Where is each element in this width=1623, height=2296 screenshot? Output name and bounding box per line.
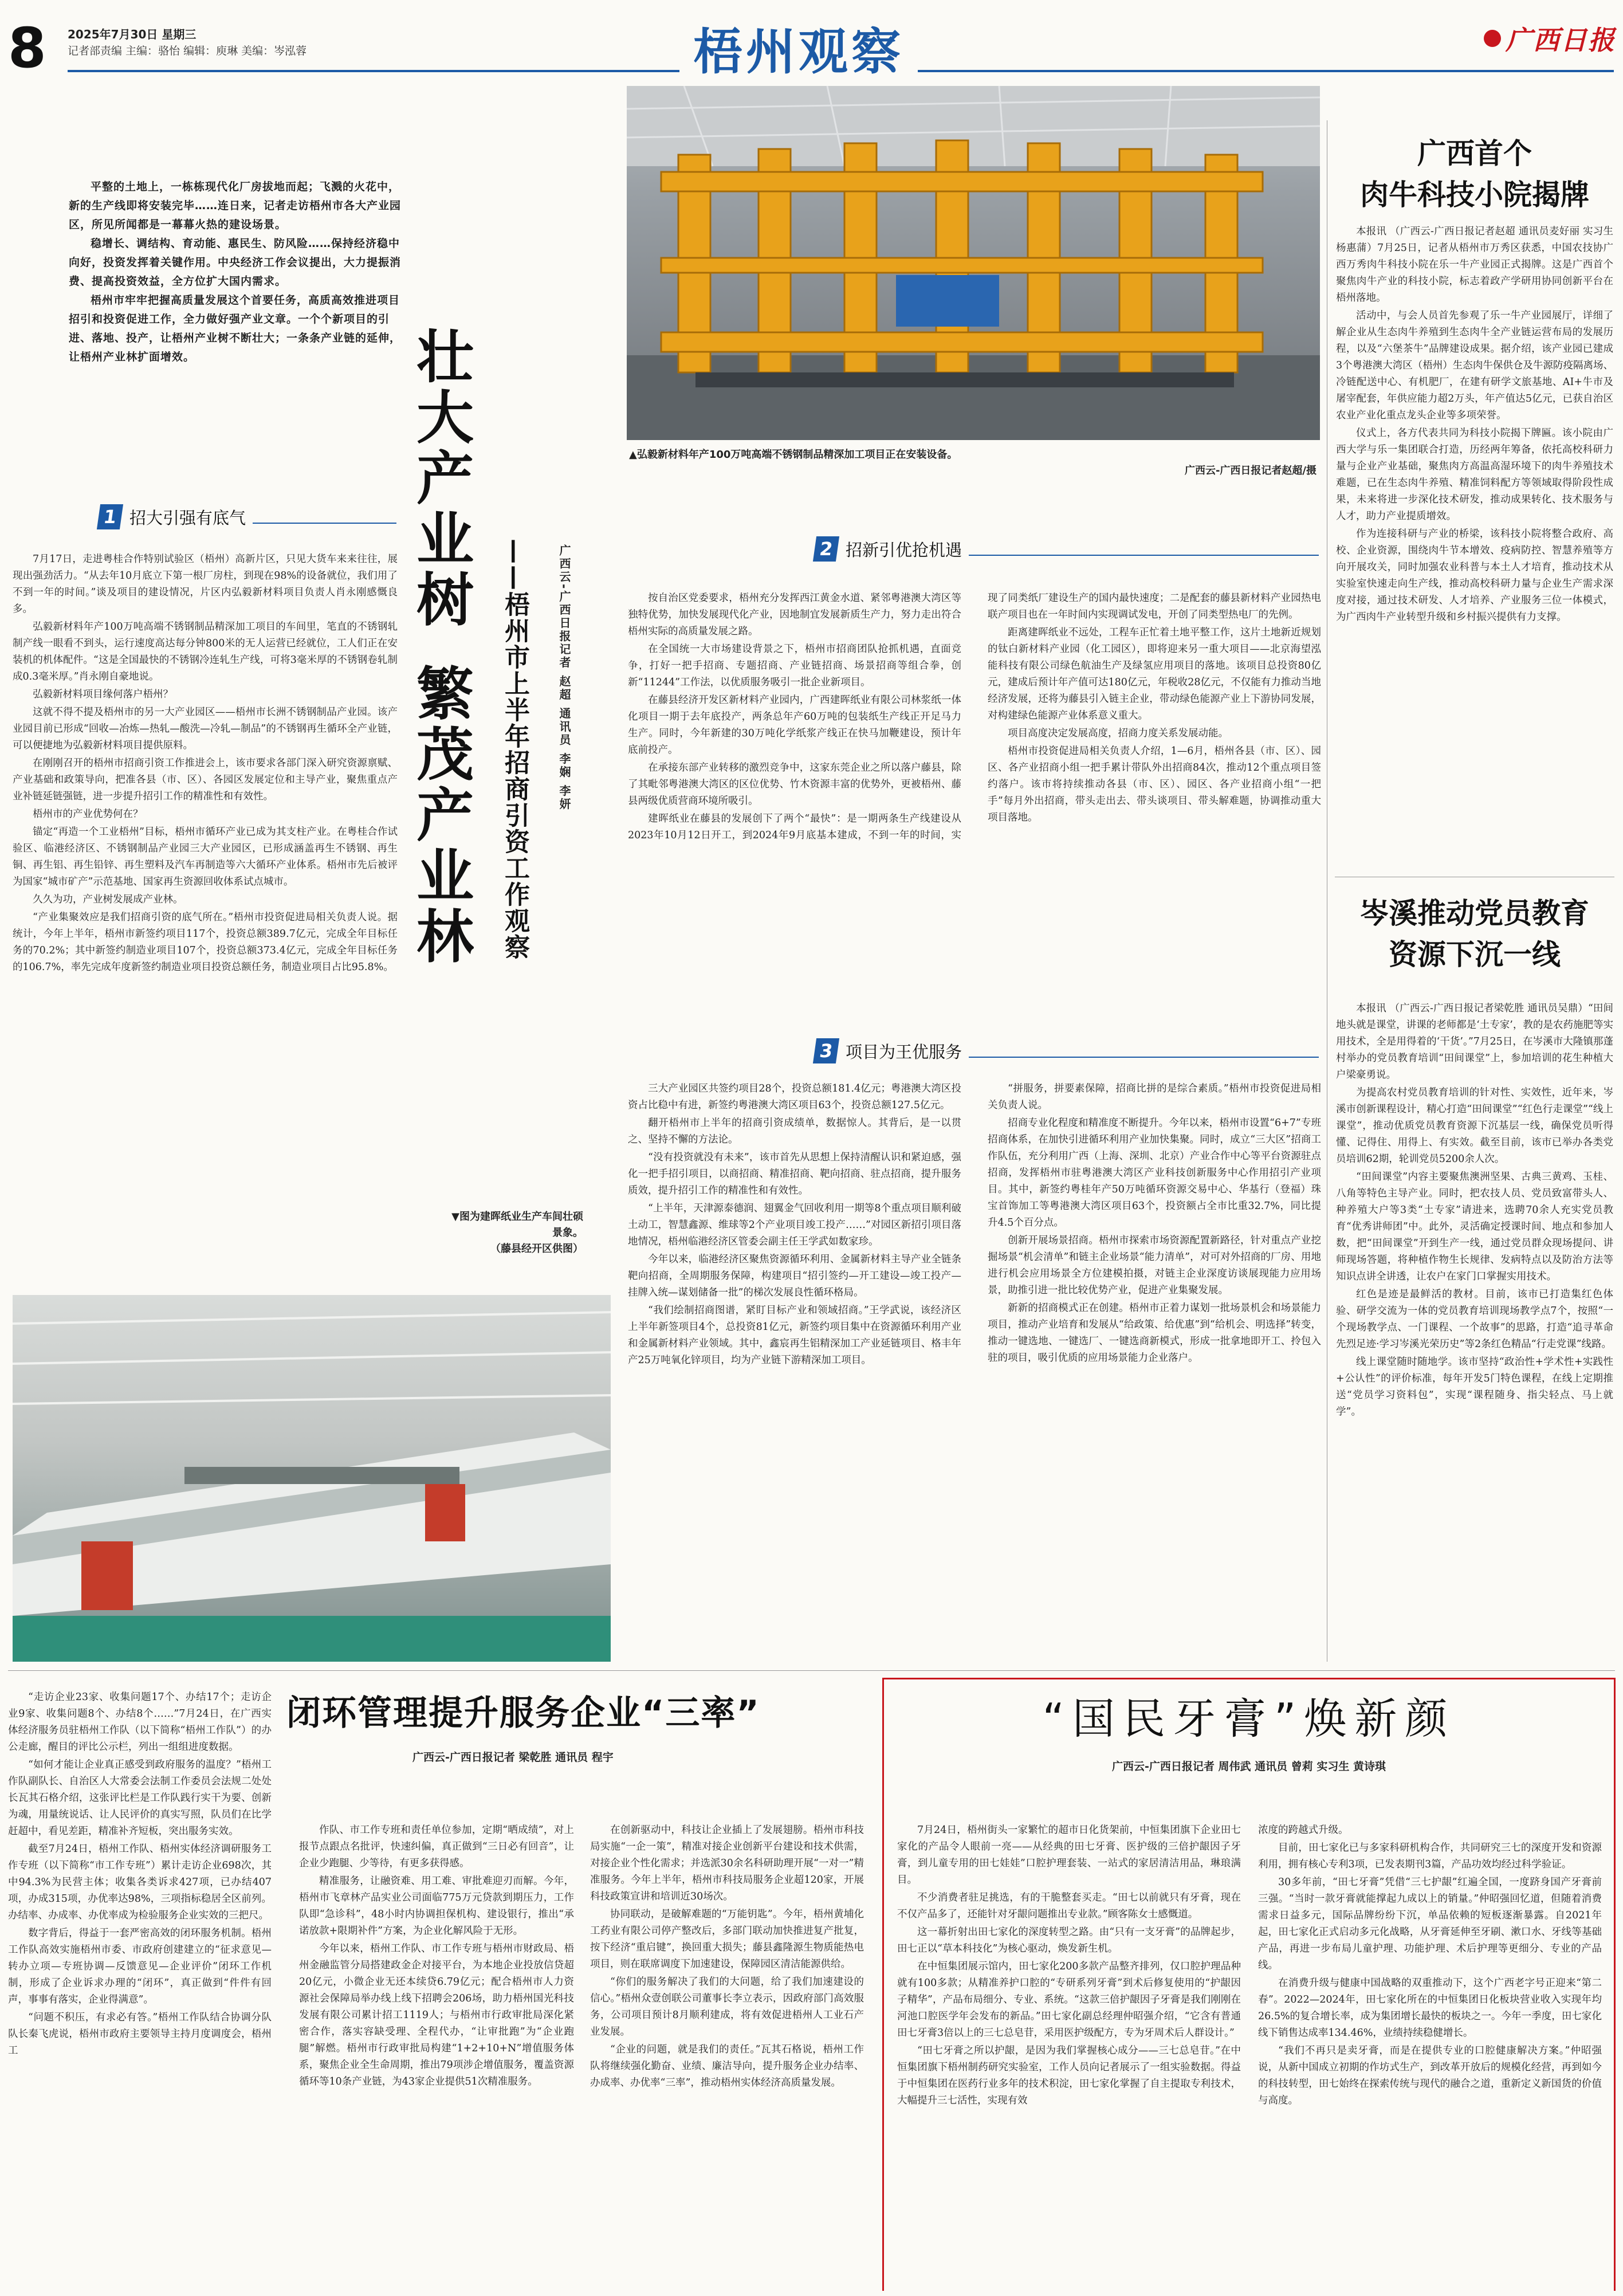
section-heading-1 bbox=[99, 503, 396, 531]
paragraph: 作队、市工作专班和责任单位参加，定期“晒成绩”，对上报节点跟点名批评，快速纠偏，真正做到“三日必有回音”，让企业少跑腿、少等待，有更多获得感。 bbox=[299, 1824, 574, 1869]
paragraph: “拼服务，拼要素保障，招商比拼的是综合素质。”梧州市投资促进局相关负责人说。 bbox=[988, 1083, 1321, 1111]
bottom-left-title: 闭环管理提升服务企业“三率” bbox=[286, 1693, 760, 1733]
photo-top-caption bbox=[629, 447, 1317, 479]
paragraph: “上半年，天津源泰德润、翅翼金气回收利用一期等8个重点项目顺利破土动工，智慧鑫源、维球等2个产业项目竣工投产……”对园区新招引项目落地情况，梧州临港经济区管委会副主任王学武如数家珍。 bbox=[628, 1203, 961, 1247]
paragraph: 精准服务，让融资难、用工难、审批难迎刃而解。今年，梧州市飞章林产品实业公司面临775万元贷款到期压力，工作队即“急诊科”，48小时内协调担保机构、建设银行，推出“承诺放款+限期补件”方案，为企业化解风险于无形。 bbox=[299, 1875, 574, 1937]
paragraph: 在全国统一大市场建设背景之下，梧州市招商团队抢抓机遇，直面竞争，打好一把手招商、专题招商、产业链招商、场景招商等组合拳，创新“11244”工作法，以优质服务吸引一批企业新项目。 bbox=[628, 643, 961, 688]
bottom-right-title: “国民牙膏”焕新颜 bbox=[1042, 1694, 1456, 1744]
paragraph: 作为连接科研与产业的桥梁，该科技小院将整合政府、高校、企业资源，围绕肉牛节本增效、疫病防控、智慧养殖等方向开展攻关，同时加强农业科普与本土人才培育，推动技术从实验室快速走向生产线，推动高校科研力量与企业生产需求深度对接，通过技术研发、人才培养、产业服务三位一体模式，为广西肉牛产业转型升级和乡村振兴提供有力支撑。 bbox=[1336, 528, 1613, 623]
section-heading-2 bbox=[815, 535, 1319, 563]
bottom-left-intro bbox=[8, 1689, 272, 2291]
paragraph: 本报讯 （广西云-广西日报记者梁乾胜 通讯员吴鼎）“田间地头就是课堂，讲课的老师都是‘土专家’，教的是农药施肥等实用技术，全是用得着的‘干货’。”7月25日，在岑溪市大隆镇那蓬村举办的党员教育培训“田间课堂”上，参加培训的花生种植大户梁豪勇说。 bbox=[1336, 1003, 1613, 1081]
paragraph: 三大产业园区共签约项目28个，投资总额181.4亿元；粤港澳大湾区投资占比稳中有进，新签约粤港澳大湾区项目63个，投资总额127.5亿元。 bbox=[628, 1083, 961, 1111]
section-label: 招大引强有底气 bbox=[129, 508, 246, 528]
title-line: 岑溪推动党员教育 bbox=[1360, 897, 1589, 930]
lead-headline-1: 壮大产业树 bbox=[407, 327, 474, 630]
paragraph: 目前，田七家化已与多家科研机构合作，共同研究三七的深度开发和资源利用，拥有核心专利3项，已发表期刊3篇，产品功效均经过科学验证。 bbox=[1258, 1842, 1602, 1870]
page-header bbox=[0, 0, 1623, 86]
paragraph: 在承接东部产业转移的激烈竞争中，这家东莞企业之所以落户藤县，除了其毗邻粤港澳大湾区的区位优势、竹木资源丰富的优势外，更被梧州、藤县两级优质营商环境所吸引。 bbox=[628, 762, 961, 807]
lede-paragraph: 稳增长、调结构、育动能、惠民生、防风险……保持经济稳中向好，投资发挥着关键作用。中央经济工作会议提出，大力提振消费、提高投资效益，全方位扩大国内需求。 bbox=[69, 237, 402, 288]
paragraph: 招商专业化程度和精准度不断提升。今年以来，梧州市设置“6+7”专班招商体系，在加快引进循环利用产业加快集聚。同时，成立“三大区”招商工作队伍，充分利用广西（上海、深圳、北京）产业合作中心等平台资源驻点招商，发挥梧州市驻粤港澳大湾区产业科技创新服务中心作用招引产业项目。其中，新签约粤桂年产50万吨循环资源交易中心、华基行（登福）珠宝首饰加工等粤港澳大湾区项目63个，投资额占全市比重32.7%，同比提升4.5个百分点。 bbox=[988, 1117, 1321, 1229]
paragraph: 红色是迹是最鲜活的教材。目前，该市已打造集红色体验、研学交流为一体的党员教育培训现场教学点7个，按照“一个现场教学点、一门课程、一个故事”的思路，打造“追寻革命先烈足迹·学习岑溪光荣历史”等2条红色精品“行走党课”线路。 bbox=[1336, 1289, 1613, 1350]
side-story-1-body bbox=[1336, 223, 1613, 859]
paragraph: 在消费升级与健康中国战略的双重推动下，这个广西老字号正迎来“第二春”。2022—2024年，田七家化所在的中恒集团日化板块营业收入实现年均26.5%的复合增长率，成为集团增长最快的板块之一。今年一季度，田七家化线下销售达成率134.46%，业绩持续稳健增长。 bbox=[1258, 1977, 1602, 2039]
paragraph: 新新的招商模式正在创建。梧州市正着力谋划一批场景机会和场景能力项目，推动产业培育和发展从“给政策、给优惠”到“给机会、明选择”转变，推动一键选地、一键选厂、一键选商新模式，形成一批拿地即开工、拎包入驻的项目，吸引优质的应用场景能力企业落户。 bbox=[988, 1302, 1321, 1364]
paragraph: 数字背后，得益于一套严密高效的闭环服务机制。梧州工作队高效实施梧州市委、市政府创建建立的“征求意见—转办立项—专班协调—反馈意见—企业评价”闭环工作机制，形成了企业诉求办理的“闭环”，真正做到“件件有回声，事事有落实，企业得满意”。 bbox=[8, 1928, 272, 2005]
caption-credit: （藤县经开区供图） bbox=[490, 1243, 583, 1255]
section-title: 梧州观察 bbox=[693, 23, 904, 81]
paragraph: 创新开展场景招商。梧州市探索市场资源配置新路径，针对重点产业挖掘场景“机会清单”和链主企业场景“能力清单”，对可对外招商的厂房、用地进行机会应用场景全方位建模拍摄，对链主企业深度访谈展现能力应用场景，助推引进一批比较优势产业，促进产业集聚发展。 bbox=[988, 1235, 1321, 1296]
lede-paragraph: 平整的土地上，一栋栋现代化厂房拔地而起；飞溅的火花中，新的生产线即将安装完毕……连日来，记者走访梧州市各大产业园区，所见所闻都是一幕幕火热的建设场景。 bbox=[69, 180, 402, 231]
paragraph: 弘毅新材料项目缘何落户梧州？ bbox=[33, 689, 173, 700]
lead-headline-2: 繁茂产业林 bbox=[407, 664, 474, 967]
title-line: 广西首个 bbox=[1417, 137, 1532, 170]
paragraph: 弘毅新材料年产100万吨高端不锈钢制品精深加工项目的车间里，笔直的不锈钢轧制产线一眼看不到头，运行速度高达每分钟800米的无人运营已经就位，工人们正在安装机的机体配件。“这是全国最快的不锈钢冷连轧生产线，可将3毫米厚的不锈钢卷轧制成0.3毫米厚。”肖永刚自豪地说。 bbox=[13, 621, 398, 682]
caption-text: ▲弘毅新材料年产100万吨高端不锈钢制品精深加工项目正在安装设备。 bbox=[629, 449, 958, 461]
section-1-body bbox=[13, 551, 398, 1171]
paragraph: “企业的问题，就是我们的责任。”瓦其石格说，梧州工作队将继续强化勤奋、业绩、廉洁导向，提升服务企业办结率、办成率、办优率“三率”，推动梧州实体经济高质量发展。 bbox=[590, 2044, 864, 2089]
side-story-2-title bbox=[1335, 893, 1614, 975]
paragraph: 在中恒集团展示馆内，田七家化200多款产品整齐排列，仅口腔护理品种就有100多款；从精准养护口腔的“专研系列牙膏”到术后修复使用的“护龈因子精华”，产品布局细分、专业、系统。“这款三倍护龈因子牙膏是我们刚刚在河池口腔医学年会发布的新品。”田七家化副总经理仲昭强介绍，“它含有普通田七牙膏3倍以上的三七总皂苷，采用医护级配方，专为牙周术后人群设计。” bbox=[897, 1961, 1241, 2039]
section-3-body bbox=[628, 1081, 1321, 1662]
bottom-right-col-2 bbox=[1258, 1822, 1602, 2292]
issue-date: 2025年7月30日 星期三 bbox=[68, 28, 197, 41]
paragraph: 距离建晖纸业不远处，工程车正忙着土地平整工作，这片土地新近规划的钛白新材料产业园（化工园区），即将迎来另一重大项目——北京海望泓能科技有限公司绿色航油生产及绿氢应用项目的落地。该项目总投资80亿元，建成后预计年产值可达180亿元，年税收28亿元，不仅能有力推动当地经济发展，还将为藤县引入链主企业，带动绿色能源产业上下游协同发展，对构建绿色能源产业体系意义重大。 bbox=[988, 627, 1321, 721]
paragraph: 线上课堂随时随地学。该市坚持“政治性+学术性+实践性+公认性”的评价标准，每年开发5门特色课程，在线上定期推送“党员学习资料包”，实现“课程随身、指尖轻点、马上就学”。 bbox=[1336, 1356, 1613, 1418]
title-line: 肉牛科技小院揭牌 bbox=[1360, 178, 1589, 211]
section-heading-3 bbox=[815, 1037, 1319, 1065]
paragraph: 不少消费者驻足挑选，有的干脆整套买走。“田七以前就只有牙膏，现在不仅产品多了，还能针对牙龈问题推出专业款。”顾客陈女士感慨道。 bbox=[897, 1892, 1241, 1920]
paragraph: “我们绘制招商图谱，紧盯目标产业和领域招商。”王学武说，该经济区上半年新签项目4个，总投资81亿元，新签约项目集中在资源循环利用产业和金属新材料产业领域。其中，鑫宸再生铝精深加工产业延链项目、格丰年产25万吨氧化锌项目，均为产业链下游精深加工项目。 bbox=[628, 1305, 961, 1366]
upper-bottom-rule bbox=[8, 1670, 1615, 1671]
paragraph: “你们的服务解决了我们的大问题，给了我们加速建设的信心。”梧州众壹创联公司董事长李立表示，因政府部门高效服务，公司项目预计8月顺利建成，将有效促进梧州人工业石产业发展。 bbox=[590, 1976, 864, 2038]
side-story-1-title bbox=[1335, 133, 1614, 215]
masthead-emblem-icon bbox=[1484, 30, 1501, 47]
paragraph: 这一幕折射出田七家化的深度转型之路。由“只有一支牙膏”的品牌起步，田七正以“草本科技化”为核心驱动，焕发新生机。 bbox=[897, 1926, 1241, 1954]
bottom-left-col-3 bbox=[590, 1822, 864, 2292]
section-number: 3 bbox=[813, 1038, 839, 1063]
paragraph: 活动中，与会人员首先参观了乐一牛产业园展厅，详细了解企业从生态肉牛养殖到生态肉牛全产业链运营布局的发展历程，以及“六堡茶牛”品牌建设成果。据介绍，该产业园已建成3个粤港澳大湾区（梧州）生态肉牛保供仓及牛源防疫隔离场、冷链配送中心、有机肥厂，在建有研学文旅基地、AI+牛市及屠宰配套，年供应能力超2万头，年产值达5亿元，已获自治区农业产业化重点龙头企业等多项荣誉。 bbox=[1336, 310, 1613, 421]
caption-text: ▼图为建晖纸业生产车间壮硕景象。 bbox=[451, 1211, 583, 1239]
masthead-logo bbox=[1484, 17, 1621, 60]
paragraph: 按自治区党委要求，梧州充分发挥西江黄金水道、紧邻粤港澳大湾区等独特优势，加快发展现代化产业，因地制宜发展新质生产力，努力走出符合梧州实际的高质量发展之路。 bbox=[628, 592, 961, 637]
paragraph: 锚定“再造一个工业梧州”目标，梧州市循环产业已成为其支柱产业。在粤桂合作试验区、临港经济区、不锈钢制品产业园三大产业园区，已形成涵盖再生不锈钢、再生铜、再生铝、再生铅锌、再生塑料及汽车再制造等六大循环产业体系。梧州市先后被评为国家“城市矿产”示范基地、国家再生资源回收体系试点城市。 bbox=[13, 826, 398, 888]
paragraph: 截至7月24日，梧州工作队、梧州实体经济调研服务工作专班（以下简称“市工作专班”）累计走访企业698次，其中94.3%为民营主体；收集各类诉求427项，已办结407项，办成315项，办优率达98%，三项指标稳居全区前列。办结率、办成率、办优率成为检验服务企业实效的三把尺。 bbox=[8, 1843, 272, 1921]
photo-left-caption bbox=[446, 1209, 583, 1257]
paragraph: 建晖纸业在藤县的发展创下了两个“最快”：是一期两条生产线建设从2023年10月12日开工，到2024年9月底基本建成，不到一年的时间，实现了同类纸厂建设生产的国内最快速度；二是配套的藤县新材料产业园热电联产项目也在一年时间内实现调试发电，开创了同类型热电厂的先例。 bbox=[628, 592, 1321, 841]
bottom-right-col-1 bbox=[897, 1822, 1241, 2292]
paragraph: 项目高度决定发展高度，招商力度关系发展动能。 bbox=[1008, 728, 1228, 739]
lead-lede bbox=[69, 178, 401, 499]
bottom-right-byline: 广西云-广西日报记者 周伟武 通讯员 曾莉 实习生 黄诗琪 bbox=[1112, 1760, 1386, 1773]
caption-credit: 广西云-广西日报记者赵超/摄 bbox=[1184, 465, 1317, 477]
page-number: 8 bbox=[8, 16, 46, 80]
paragraph: “问题不积压，有求必有答。”梧州工作队结合协调分队队长秦飞虎说，梧州市政府主要领导主持月度调度会，梧州工 bbox=[8, 2012, 272, 2056]
bottom-left-byline: 广西云-广西日报记者 梁乾胜 通讯员 程宇 bbox=[412, 1751, 614, 1764]
paragraph: 本报讯 （广西云-广西日报记者赵超 通讯员麦好丽 实习生杨惠蒲）7月25日，记者从梧州市万秀区获悉，中国农技协广西万秀肉牛科技小院在乐一牛产业园正式揭牌。这是广西首个聚焦肉牛产业的科技小院，标志着政产学研用协同创新平台在梧州落地。 bbox=[1336, 226, 1613, 304]
paragraph: 在创新驱动中，科技让企业插上了发展翅膀。梧州市科技局实施“一企一策”，精准对接企业创新平台建设和技术供需，对接企业个性化需求；并选派30余名科研助理开展“一对一”精准服务。今年上半年，梧州市科技局服务企业超120家，开展科技政策宣讲和培训近30场次。 bbox=[590, 1824, 864, 1902]
paragraph: 翻开梧州市上半年的招商引资成绩单，数据惊人。其背后，是一以贯之、坚持不懈的方法论。 bbox=[628, 1117, 961, 1145]
lead-byline: 广西云-广西日报记者 赵超 通讯员 李娴 李妍 bbox=[557, 544, 571, 811]
paragraph: 7月17日，走进粤桂合作特别试验区（梧州）高新片区，只见大货车来来往往，展现出强劲活力。“从去年10月底立下第一根厂房柱，到现在98%的设备就位，我们用了不到一年的时间。”谈及项目的建设情况，片区内弘毅新材料项目负责人肖永刚感慨良多。 bbox=[13, 554, 398, 615]
section-label: 招新引优抢机遇 bbox=[846, 540, 962, 560]
paragraph: 为提高农村党员教育培训的针对性、实效性，近年来，岑溪市创新课程设计，精心打造“田间课堂”“红色行走课堂”“线上课堂”，推动优质党员教育资源下沉基层一线，确保党员听得懂、记得住、用得上、有实效。截至目前，该市已举办各类党员培训62期，轮训党员5200余人次。 bbox=[1336, 1087, 1613, 1165]
photo-paper-mill-art bbox=[13, 1295, 611, 1662]
title-line: 资源下沉一线 bbox=[1389, 938, 1561, 971]
paragraph: “田七牙膏之所以护龈，是因为我们掌握核心成分——三七总皂苷。”在中恒集团旗下梧州制药研究实验室，工作人员向记者展示了一组实验数据。得益于中恒集团在医药行业多年的技术积淀，田七家化掌握了自主提取专利技术，大幅提升三七活性，实现有效 bbox=[897, 2045, 1241, 2106]
paragraph: 在藤县经济开发区新材料产业园内，广西建晖纸业有限公司林浆纸一体化项目一期于去年底投产，两条总年产60万吨的包装纸生产线正开足马力生产。同时，今年新建的30万吨化学纸浆产线正在快马加鞭建设，预计年底前投产。 bbox=[628, 694, 961, 756]
bottom-left-col-2 bbox=[299, 1822, 574, 2292]
paragraph: “如何才能让企业真正感受到政府服务的温度？”梧州工作队副队长、自治区人大常委会法制工作委员会法规二处处长瓦其石格介绍，这张评比栏是工作队践行实干为要、创新为魂，用量统说话、让人民评价的真实写照，队员们在比学赶超中，看见差距，精准补齐短板，突出服务实效。 bbox=[8, 1759, 272, 1837]
paragraph: 今年以来，梧州工作队、市工作专班与梧州市财政局、梧州金融监管分局搭建政金企对接平台，为本地企业投放信贷超20亿元，小微企业无还本续贷6.79亿元；配合梧州市人力资源社会保障局举办线上线下招聘会206场，助力梧州国光科技发展有限公司累计招工1119人；与梧州市行政审批局深化紧密合作，落实容缺受理、全程代办，“让审批跑”为“企业跑腿”解燃。梧州市行政审批局构建“1+2+10+N”增值服务体系，聚焦企业全生命周期，推出79项涉企增值服务，覆盖资源循环等10条产业链，为43家企业提供51次精准服务。 bbox=[299, 1943, 574, 2087]
paragraph: 久久为功，产业树发展成产业林。 bbox=[33, 894, 183, 905]
masthead-name: 广西日报 bbox=[1506, 25, 1616, 56]
paragraph: 7月24日，梧州街头一家繁忙的超市日化货架前，中恒集团旗下企业田七家化的产品令人眼前一亮——从经典的田七牙膏、医护级的三倍护龈因子牙膏，到儿童专用的田七娃娃”口腔护理套装、一站式的家居清洁用品，琳琅满目。 bbox=[897, 1824, 1241, 1886]
paragraph: 在刚刚召开的梧州市招商引资工作推进会上，该市要求各部门深入研究资源禀赋、产业基础和政策导向，把准各县（市、区）、各园区发展定位和主导产业，聚焦重点产业补链延链强链，进一步提升招引工作的精准性和有效性。 bbox=[13, 758, 398, 802]
header-rule-left bbox=[68, 70, 679, 72]
paragraph: “没有投资就没有未来”，该市首先从思想上保持清醒认识和紧迫感，强化一把手招引项目，以商招商、精准招商、靶向招商、驻点招商，提升服务质效，提升招引工作的精准性和有效性。 bbox=[628, 1152, 961, 1196]
paragraph: 仪式上，各方代表共同为科技小院揭下牌匾。该小院由广西大学与乐一集团联合打造，历经两年筹备，依托高校科研力量与企业产业基础，聚焦肉方高温高湿环境下的肉牛养殖技术难题，已在生态肉牛养殖、精准饲料配方等领域取得阶段性成果，未来将进一步深化技术研发，推动成果转化、技术服务与人才，助力产业提质增效。 bbox=[1336, 427, 1613, 522]
lead-subtitle: ——梧州市上半年招商引资工作观察 bbox=[500, 539, 529, 960]
paragraph: 30多年前，“田七牙膏”凭借“三七护龈”红遍全国，一度跻身国产牙膏前三强。“当时一款牙膏就能撑起九成以上的销量。”仲昭强回忆道，但随着消费需求日益多元，国际品牌纷纷下沉，单品依赖的短板逐渐暴露。自2021年起，田七家化正式启动多元化战略，从牙膏延伸至牙刷、漱口水、牙线等基础产品，再进一步布局儿童护理、功能护理、术后护理等更细分、专业的产品线。 bbox=[1258, 1877, 1602, 1971]
header-rule-right bbox=[918, 70, 1614, 72]
side-story-2-body bbox=[1336, 1000, 1613, 1659]
section-label: 项目为王优服务 bbox=[846, 1042, 962, 1062]
section-number: 1 bbox=[97, 504, 123, 529]
section-number: 2 bbox=[813, 536, 839, 562]
photo-paper-mill bbox=[13, 1295, 611, 1662]
paragraph: “走访企业23家、收集问题17个、办结17个；走访企业9家、收集问题8个、办结8个……”7月24日，在广西实体经济服务员驻梧州工作队（以下简称“梧州工作队”）的办公走廊，醒目的评比公示栏，列出一组组进度数据。 bbox=[8, 1691, 272, 1753]
paragraph: 协同联动，是破解难题的“万能钥匙”。今年，梧州黄埔化工药业有限公司停产整改后，多部门联动加快推进复产批复，按下经济“重启键”，换回重大损失；藤县鑫隆源生物质能热电项目，则在联席调度下加速建设，保障园区清洁能源供给。 bbox=[590, 1909, 864, 1970]
paragraph: 今年以来，临港经济区聚焦资源循环利用、金属新材料主导产业全链条靶向招商，全周期服务保障，构建项目“招引签约—开工建设—竣工投产—挂牌入统—谋划储备一批”的梯次发展良性循环格局。 bbox=[628, 1254, 961, 1298]
photo-factory-equipment bbox=[627, 86, 1320, 440]
editor-staff: 记者部责编 主编：骆怡 编辑：庾琳 美编：岑泓蓉 bbox=[68, 45, 307, 57]
paragraph: “我们不再只是卖牙膏，而是在提供专业的口腔健康解决方案。”仲昭强说，从新中国成立初期的作坊式生产，到改革开放后的规模化经营，再到如今的科技转型，田七始终在探索传统与现代的融合之道，重新定义新国货的价值与高度。 bbox=[1258, 2045, 1602, 2106]
paragraph: 这就不得不提及梧州市的另一大产业园区——梧州市长洲不锈钢制品产业园。该产业园目前已形成“回收—冶炼—热轧—酸洗—冷轧—制品”的不锈钢再生循环全产业链，可以便捷地为弘毅新材料项目提供原料。 bbox=[13, 707, 398, 751]
paragraph: “田间课堂”内容主要聚焦澳洲坚果、古典三黄鸡、玉桂、八角等特色主导产业。同时，把农技人员、党员致富带头人、种养殖大户等3类“土专家”请进来，选聘70余人充实党员教育“优秀讲师团”中。此外，灵活确定授课时间、地点和参加人数，把“田间课堂”开到生产一线，通过党员群众现场提问、讲师现场答题，将种植作物生长规律、发病特点以及防治方法等知识点讲全讲透，让农户在家门口掌握实用技术。 bbox=[1336, 1171, 1613, 1282]
section-2-body bbox=[628, 590, 1321, 1015]
lede-paragraph: 梧州市牢牢把握高质量发展这个首要任务，高质高效推进项目招引和投资促进工作，全力做好强产业文章。一个个新项目的引进、落地、投产，让梧州产业树不断壮大；一条条产业链的延伸，让梧州产业林扩面增效。 bbox=[69, 294, 402, 363]
paragraph: “产业集聚效应是我们招商引资的底气所在。”梧州市投资促进局相关负责人说。据统计，今年上半年，梧州市新签约项目117个，投资总额389.7亿元，完成全年目标任务的70.2%；其中新签约制造业项目107个，投资总额373.4亿元，完成全年目标任务的106.7%，率先完成年度新签约制造业项目投资总额任务，制造业项目占比95.8%。 bbox=[13, 912, 398, 973]
paragraph: 梧州市的产业优势何在？ bbox=[33, 808, 143, 820]
paragraph: 浓度的跨越式升级。 bbox=[1258, 1824, 1349, 1836]
paragraph: 梧州市投资促进局相关负责人介绍，1—6月，梧州各县（市、区）、园区、各产业招商小组一把手累计带队外出招商84次，推动12个重点项目签约落户。该市将持续推动各县（市、区）、园区、各产业招商小组“一把手”每月外出招商，带头走出去、带头谈项目、带头解难题，协调推动重大项目落地。 bbox=[988, 745, 1321, 823]
photo-factory-equipment-art bbox=[627, 86, 1320, 440]
